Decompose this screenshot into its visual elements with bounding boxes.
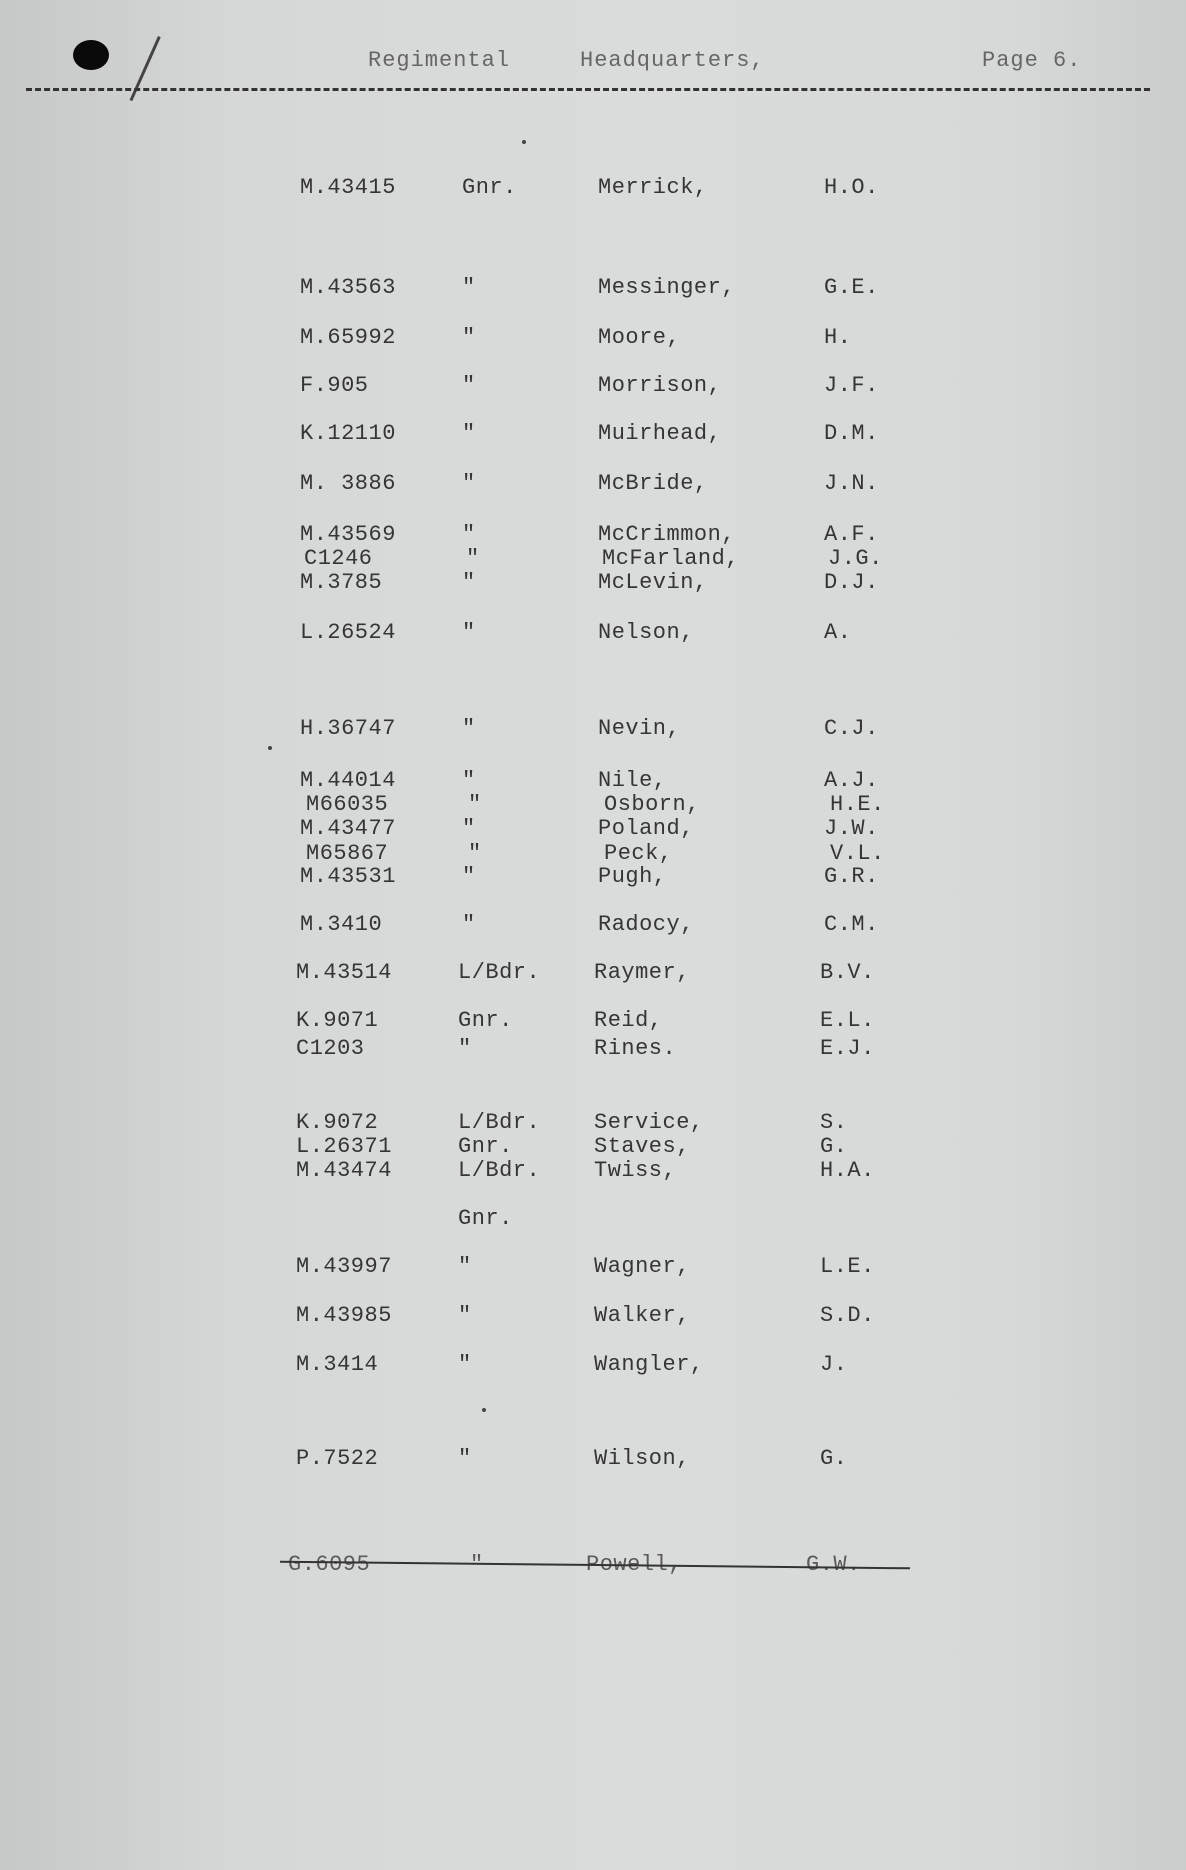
- service-number: K.12110: [300, 421, 396, 446]
- initials: G.: [820, 1446, 848, 1471]
- initials: J.W.: [824, 816, 879, 841]
- rank: L/Bdr.: [458, 1158, 541, 1183]
- service-number: M65867: [306, 841, 389, 866]
- surname: Walker,: [594, 1303, 690, 1328]
- service-number: L.26524: [300, 620, 396, 645]
- initials: A.J.: [824, 768, 879, 793]
- service-number: M.43477: [300, 816, 396, 841]
- service-number: P.7522: [296, 1446, 379, 1471]
- surname: Poland,: [598, 816, 694, 841]
- service-number: M.3410: [300, 912, 383, 937]
- rank: ": [462, 864, 476, 889]
- service-number: C1246: [304, 546, 373, 571]
- initials: H.E.: [830, 792, 885, 817]
- service-number: M.44014: [300, 768, 396, 793]
- surname: Wagner,: [594, 1254, 690, 1279]
- service-number: M.43474: [296, 1158, 392, 1183]
- initials: E.J.: [820, 1036, 875, 1061]
- rank: ": [462, 912, 476, 937]
- initials: B.V.: [820, 960, 875, 985]
- rank: L/Bdr.: [458, 960, 541, 985]
- surname: McBride,: [598, 471, 708, 496]
- punch-hole: [73, 40, 109, 70]
- service-number: C1203: [296, 1036, 365, 1061]
- initials: D.J.: [824, 570, 879, 595]
- service-number: M. 3886: [300, 471, 396, 496]
- initials: L.E.: [820, 1254, 875, 1279]
- rank: Gnr.: [462, 175, 517, 200]
- rank: ": [462, 275, 476, 300]
- rank: ": [458, 1303, 472, 1328]
- initials: H.O.: [824, 175, 879, 200]
- rank: L/Bdr.: [458, 1110, 541, 1135]
- initials: J.N.: [824, 471, 879, 496]
- rank: ": [468, 841, 482, 866]
- struck-number: G.6095: [288, 1552, 371, 1577]
- initials: J.G.: [828, 546, 883, 571]
- surname: Nevin,: [598, 716, 681, 741]
- initials: D.M.: [824, 421, 879, 446]
- ink-speck: [268, 746, 272, 750]
- service-number: M.43563: [300, 275, 396, 300]
- rank: ": [468, 792, 482, 817]
- service-number: M.43415: [300, 175, 396, 200]
- surname: Moore,: [598, 325, 681, 350]
- rank: ": [462, 471, 476, 496]
- surname: Rines.: [594, 1036, 677, 1061]
- initials: S.D.: [820, 1303, 875, 1328]
- header-headquarters: Headquarters,: [580, 48, 765, 73]
- surname: Service,: [594, 1110, 704, 1135]
- rank: ": [462, 620, 476, 645]
- service-number: M.3414: [296, 1352, 379, 1377]
- ink-speck: [482, 1408, 486, 1412]
- rank: Gnr.: [458, 1008, 513, 1033]
- surname: Merrick,: [598, 175, 708, 200]
- surname: Twiss,: [594, 1158, 677, 1183]
- page-number: Page 6.: [982, 48, 1082, 73]
- surname: Muirhead,: [598, 421, 722, 446]
- service-number: M.65992: [300, 325, 396, 350]
- service-number: K.9071: [296, 1008, 379, 1033]
- initials: A.: [824, 620, 852, 645]
- surname: Nile,: [598, 768, 667, 793]
- initials: A.F.: [824, 522, 879, 547]
- ink-speck: [522, 140, 526, 144]
- service-number: H.36747: [300, 716, 396, 741]
- initials: S.: [820, 1110, 848, 1135]
- surname: McCrimmon,: [598, 522, 736, 547]
- initials: C.M.: [824, 912, 879, 937]
- service-number: M.43997: [296, 1254, 392, 1279]
- rank: ": [462, 816, 476, 841]
- rank: ": [462, 373, 476, 398]
- surname: Radocy,: [598, 912, 694, 937]
- rank: Gnr.: [458, 1206, 513, 1231]
- service-number: K.9072: [296, 1110, 379, 1135]
- rank: ": [458, 1352, 472, 1377]
- header-divider: [26, 88, 1150, 91]
- rank: ": [462, 570, 476, 595]
- rank: ": [462, 325, 476, 350]
- initials: H.A.: [820, 1158, 875, 1183]
- initials: G.: [820, 1134, 848, 1159]
- rank: ": [462, 768, 476, 793]
- service-number: M.43985: [296, 1303, 392, 1328]
- initials: G.R.: [824, 864, 879, 889]
- initials: E.L.: [820, 1008, 875, 1033]
- surname: Wilson,: [594, 1446, 690, 1471]
- surname: Nelson,: [598, 620, 694, 645]
- surname: Raymer,: [594, 960, 690, 985]
- rank: ": [458, 1254, 472, 1279]
- surname: Morrison,: [598, 373, 722, 398]
- rank: ": [466, 546, 480, 571]
- surname: McLevin,: [598, 570, 708, 595]
- surname: Staves,: [594, 1134, 690, 1159]
- surname: Peck,: [604, 841, 673, 866]
- surname: Reid,: [594, 1008, 663, 1033]
- rank: ": [462, 522, 476, 547]
- rank: ": [462, 716, 476, 741]
- service-number: F.905: [300, 373, 369, 398]
- service-number: M66035: [306, 792, 389, 817]
- rank: ": [458, 1036, 472, 1061]
- rank: Gnr.: [458, 1134, 513, 1159]
- surname: Messinger,: [598, 275, 736, 300]
- service-number: M.43531: [300, 864, 396, 889]
- service-number: M.3785: [300, 570, 383, 595]
- rank: ": [462, 421, 476, 446]
- surname: Wangler,: [594, 1352, 704, 1377]
- struck-initials: G.W.: [806, 1552, 861, 1577]
- pen-mark: [130, 36, 161, 101]
- initials: C.J.: [824, 716, 879, 741]
- initials: H.: [824, 325, 852, 350]
- service-number: M.43514: [296, 960, 392, 985]
- rank: ": [458, 1446, 472, 1471]
- initials: V.L.: [830, 841, 885, 866]
- header-regimental: Regimental: [368, 48, 511, 73]
- initials: J.F.: [824, 373, 879, 398]
- service-number: L.26371: [296, 1134, 392, 1159]
- service-number: M.43569: [300, 522, 396, 547]
- surname: McFarland,: [602, 546, 740, 571]
- surname: Pugh,: [598, 864, 667, 889]
- surname: Osborn,: [604, 792, 700, 817]
- initials: J.: [820, 1352, 848, 1377]
- initials: G.E.: [824, 275, 879, 300]
